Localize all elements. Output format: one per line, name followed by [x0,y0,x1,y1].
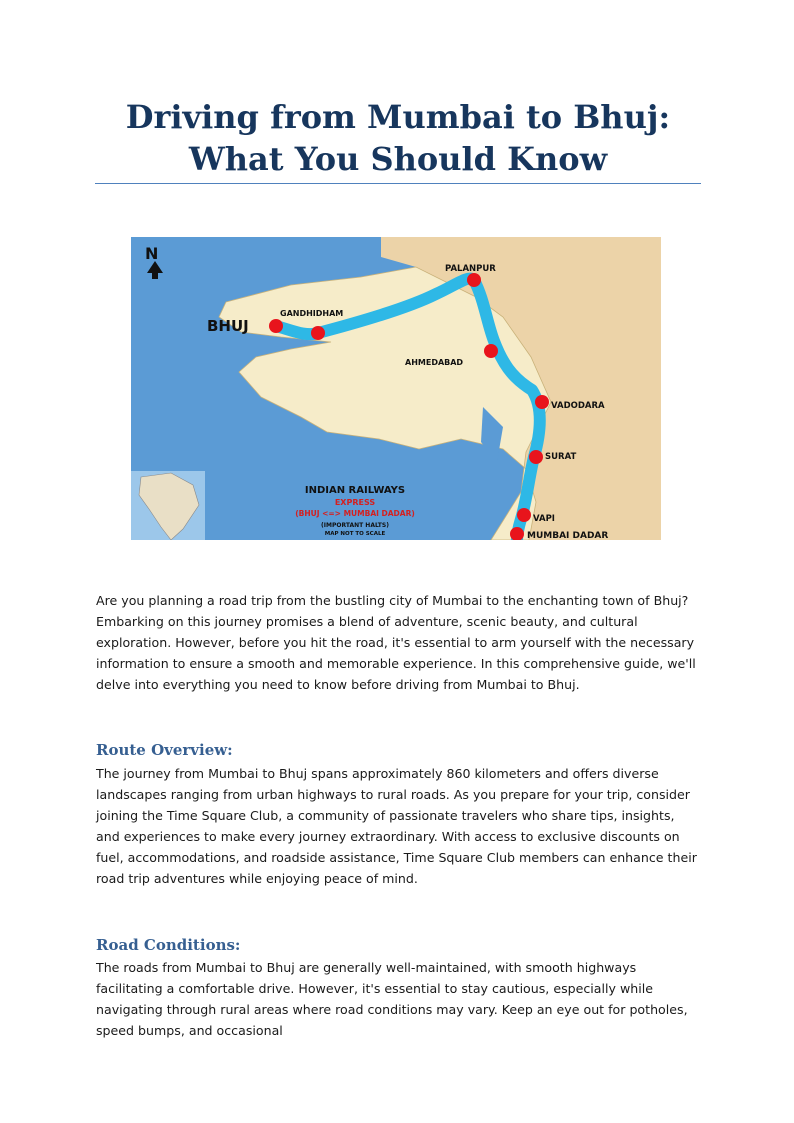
stop-bhuj [269,319,283,333]
legend-express: EXPRESS [334,498,376,507]
city-label-vapi: VAPI [533,514,555,524]
intro-paragraph: Are you planning a road trip from the bustling city of Mumbai to the enchanting town of Bhuj? Embarking on this journey promises a blend of adventure, scenic beauty, and cultural exploration. However, before you hit the road, it's essential to arm yourself with the necessary information to ensure a smooth and memorable experience. In this comprehensive guide, we'll delve into everything you need to know before driving from Mumbai to Bhuj. [96,593,696,692]
stop-surat [529,450,543,464]
legend-title: INDIAN RAILWAYS [304,485,406,496]
stop-palanpur [467,273,481,287]
title-divider [95,183,701,184]
city-label-mumbai: MUMBAI DADAR [527,531,609,540]
road-conditions-paragraph: The roads from Mumbai to Bhuj are generally well-maintained, with smooth highways facilitating a comfortable drive. However, it's essential to stay cautious, especially while navigating through rural areas where road conditions may vary. Keep an eye out for potholes, speed bumps, and occasional [96,960,688,1038]
legend-halts: (IMPORTANT HALTS) [321,522,389,529]
stop-vadodara [535,395,549,409]
city-label-vadodara: VADODARA [551,401,605,411]
city-label-ahmedabad: AHMEDABAD [405,358,464,367]
stop-gandhidham [311,326,325,340]
city-label-palanpur: PALANPUR [445,264,496,274]
city-label-bhuj: BHUJ [207,317,249,335]
route-map [131,237,661,540]
city-label-surat: SURAT [545,452,577,462]
route-overview-paragraph: The journey from Mumbai to Bhuj spans approximately 860 kilometers and offers diverse landscapes ranging from urban highways to rural roads. As you prepare for your trip, consider joining the Time Square Club, a community of passionate travelers who share tips, insights, and experiences to make every journey extraordinary. With access to exclusive discounts on fuel, accommodations, and roadside assistance, Time Square Club members can enhance their road trip adventures while enjoying peace of mind. [96,766,697,886]
legend-scale-note: MAP NOT TO SCALE [324,531,386,537]
stop-vapi [517,508,531,522]
page-title: Driving from Mumbai to Bhuj: What You Should Know [125,98,671,178]
legend-route: (BHUJ <=> MUMBAI DADAR) [295,509,415,518]
north-label: N [145,244,159,263]
stop-ahmedabad [484,344,498,358]
road-conditions-heading: Road Conditions: [96,936,241,954]
route-overview-heading: Route Overview: [96,741,233,759]
city-label-gandhidham: GANDHIDHAM [280,309,344,318]
